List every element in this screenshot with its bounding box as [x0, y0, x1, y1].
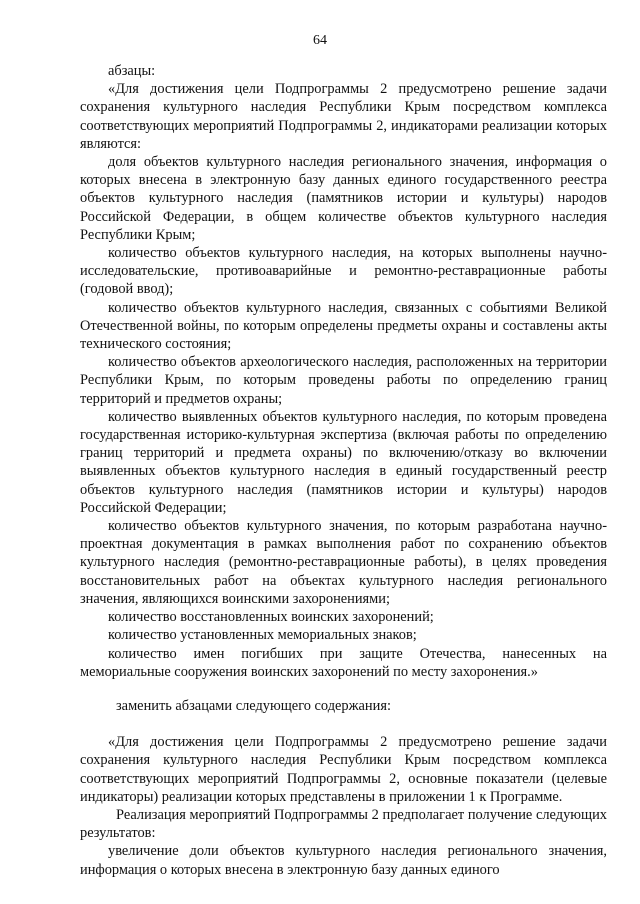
paragraph: количество объектов культурного наследия, на которых выполнены научно-исследовательские, противоаварийные и ремонтно-реставрационные работы (годовой ввод);: [80, 245, 607, 298]
paragraph: абзацы:: [108, 63, 156, 79]
paragraph: «Для достижения цели Подпрограммы 2 предусмотрено решение задачи сохранения культурного наследия Республики Крым посредством комплекса соответствующих мероприятий Подпрограммы 2, основные показатели (целевые индикаторы) реализации которых представлены в приложении 1 к Программе.: [80, 734, 607, 805]
paragraph: количество восстановленных воинских захоронений;: [108, 609, 434, 626]
paragraph: количество объектов культурного наследия, связанных с событиями Великой Отечественной войны, по которым определены предметы охраны и составлены акты технического состояния;: [80, 299, 607, 353]
paragraph: заменить абзацами следующего содержания:: [116, 697, 391, 714]
paragraph: количество имен погибших при защите Отечества, нанесенных на мемориальные сооружения воинских захоронений по месту захоронения.»: [80, 645, 607, 680]
paragraph: количество установленных мемориальных знаков;: [108, 627, 417, 644]
paragraph: Реализация мероприятий Подпрограммы 2 предполагает получение следующих результатов:: [80, 806, 607, 842]
document-body: [80, 62, 607, 879]
paragraph: «Для достижения цели Подпрограммы 2 предусмотрено решение задачи сохранения культурного наследия Республики Крым посредством комплекса соответствующих мероприятий Подпрограммы 2, индикаторами реализации которых являются:: [80, 81, 607, 152]
paragraph: количество объектов культурного значения, по которым разработана научно-проектная документация в рамках выполнения работ по сохранению объектов культурного наследия (ремонтно-реставрационные работы), в целях проведения восстановительных работ на объектах культурного наследия регионального значения, являющихся воинскими захоронениями;: [80, 518, 607, 607]
paragraph: увеличение доли объектов культурного наследия регионального значения, информация о которых внесена в электронную базу данных единого: [80, 843, 607, 878]
page-number: 64: [313, 33, 327, 48]
paragraph: количество объектов археологического наследия, расположенных на территории Республики Крым, по которым проведены работы по определению границ территорий и предметов охраны;: [80, 354, 607, 407]
paragraph: количество выявленных объектов культурного наследия, по которым проведена государственная историко-культурная экспертиза (включая работы по определению границ территорий и предмета охраны) по включению/отказу во включении выявленных объектов культурного наследия в единый государственный реестр объектов культурного наследия (памятников истории и культуры) народов Российской Федерации;: [80, 408, 607, 516]
paragraph: доля объектов культурного наследия регионального значения, информация о которых внесена в электронную базу данных единого государственного реестра объектов культурного наследия (памятников истории и культуры) народов Российской Федерации, в общем количестве объектов культурного наследия Республики Крым;: [80, 154, 607, 243]
